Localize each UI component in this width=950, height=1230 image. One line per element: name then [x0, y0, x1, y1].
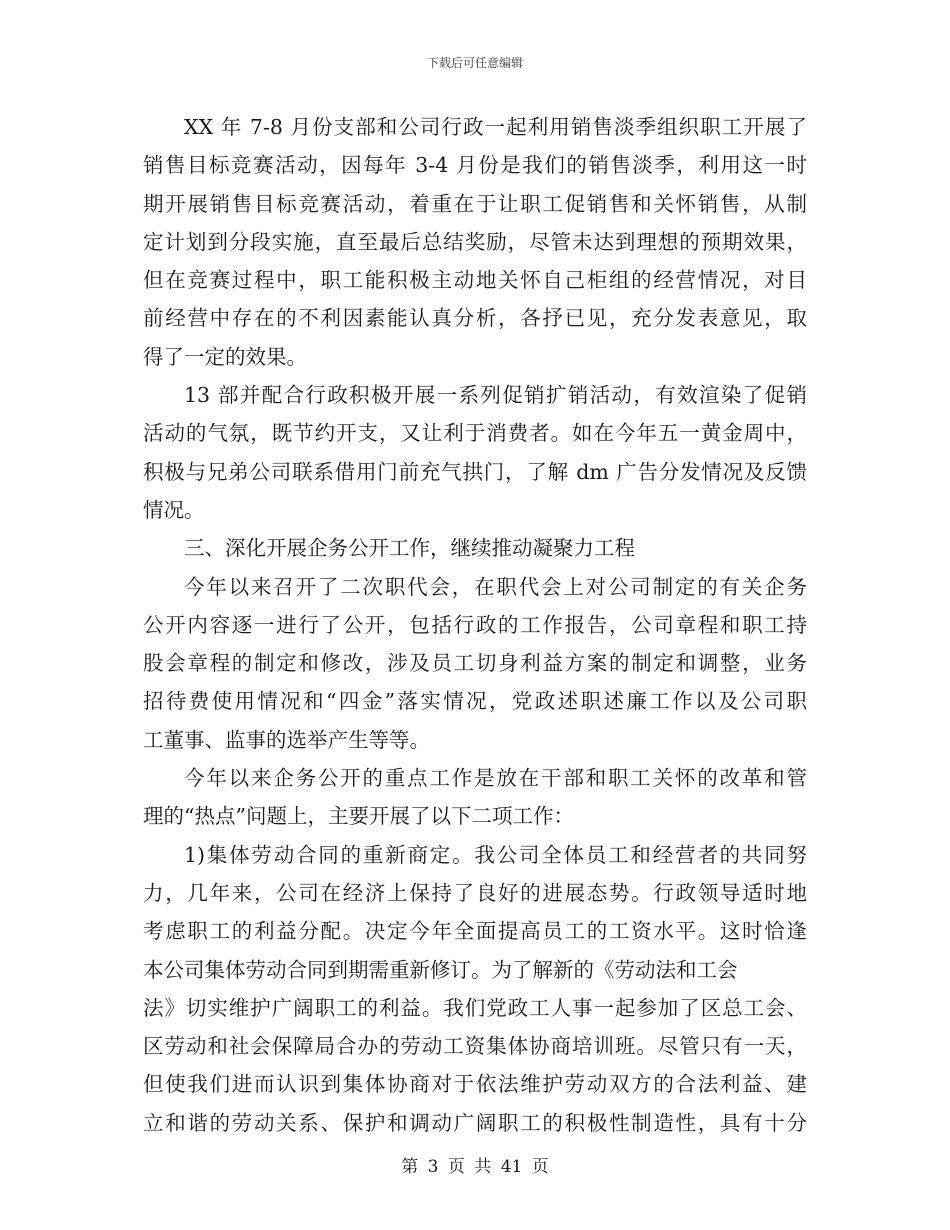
text-line: 但使我们进而认识到集体协商对于依法维护劳动双方的合法利益、建	[143, 1072, 807, 1097]
text-line: 招待费使用情况和“四金”落实情况，党政述职述廉工作以及公司职	[143, 689, 807, 714]
text-line: 活动的气氛，既节约开支，又让利于消费者。如在今年五一黄金周中，	[143, 421, 807, 446]
text-line: 今年以来企务公开的重点工作是放在干部和职工关怀的改革和管	[184, 766, 807, 791]
text-line: 法》切实维护广阔职工的利益。我们党政工人事一起参加了区总工会、	[143, 995, 807, 1020]
text-line: 股会章程的制定和修改，涉及员工切身利益方案的制定和调整，业务	[143, 651, 807, 676]
text-line: 本公司集体劳动合同到期需重新修订。为了解新的《劳动法和工会	[143, 957, 738, 982]
page-header: 下载后可任意编辑	[426, 56, 523, 70]
text-line: 立和谐的劳动关系、保护和调动广阔职工的积极性制造性，具有十分	[143, 1110, 807, 1135]
text-line: 考虑职工的利益分配。决定今年全面提高员工的工资水平。这时恰逢	[143, 919, 807, 944]
text-line: 前经营中存在的不利因素能认真分析，各抒已见，充分发表意见，取	[143, 306, 807, 331]
text-line: 期开展销售目标竞赛活动，着重在于让职工促销售和关怀销售，从制	[143, 191, 807, 216]
text-line: 力，几年来，公司在经济上保持了良好的进展态势。行政领导适时地	[143, 880, 807, 905]
text-line: 但在竞赛过程中，职工能积极主动地关怀自己柜组的经营情况，对目	[143, 268, 807, 293]
text-line: 情况。	[143, 497, 205, 522]
text-line: 区劳动和社会保障局合办的劳动工资集体协商培训班。尽管只有一天，	[143, 1034, 807, 1059]
text-line: XX 年 7-8 月份支部和公司行政一起利用销售淡季组织职工开展了	[184, 115, 807, 139]
section-heading: 三、深化开展企务公开工作，继续推动凝聚力工程	[184, 536, 635, 561]
text-line: 1)集体劳动合同的重新商定。我公司全体员工和经营者的共同努	[184, 842, 807, 867]
text-line: 13 部并配合行政积极开展一系列促销扩销活动，有效渲染了促销	[184, 383, 807, 408]
text-line: 今年以来召开了二次职代会，在职代会上对公司制定的有关企务	[184, 574, 807, 599]
text-line: 工董事、监事的选举产生等等。	[143, 727, 430, 752]
document-body	[143, 108, 807, 1142]
text-line: 理的“热点”问题上，主要开展了以下二项工作：	[143, 804, 574, 829]
text-line: 得了一定的效果。	[143, 344, 307, 369]
text-line: 公开内容逐一进行了公开，包括行政的工作报告，公司章程和职工持	[143, 612, 807, 637]
text-line: 积极与兄弟公司联系借用门前充气拱门，了解 dm 广告分发情况及反馈	[143, 459, 807, 484]
page-footer: 第 3 页 共 41 页	[401, 1157, 549, 1177]
text-line: 定计划到分段实施，直至最后总结奖励，尽管未达到理想的预期效果，	[143, 229, 807, 254]
text-line: 销售目标竞赛活动，因每年 3-4 月份是我们的销售淡季，利用这一时	[143, 153, 807, 178]
